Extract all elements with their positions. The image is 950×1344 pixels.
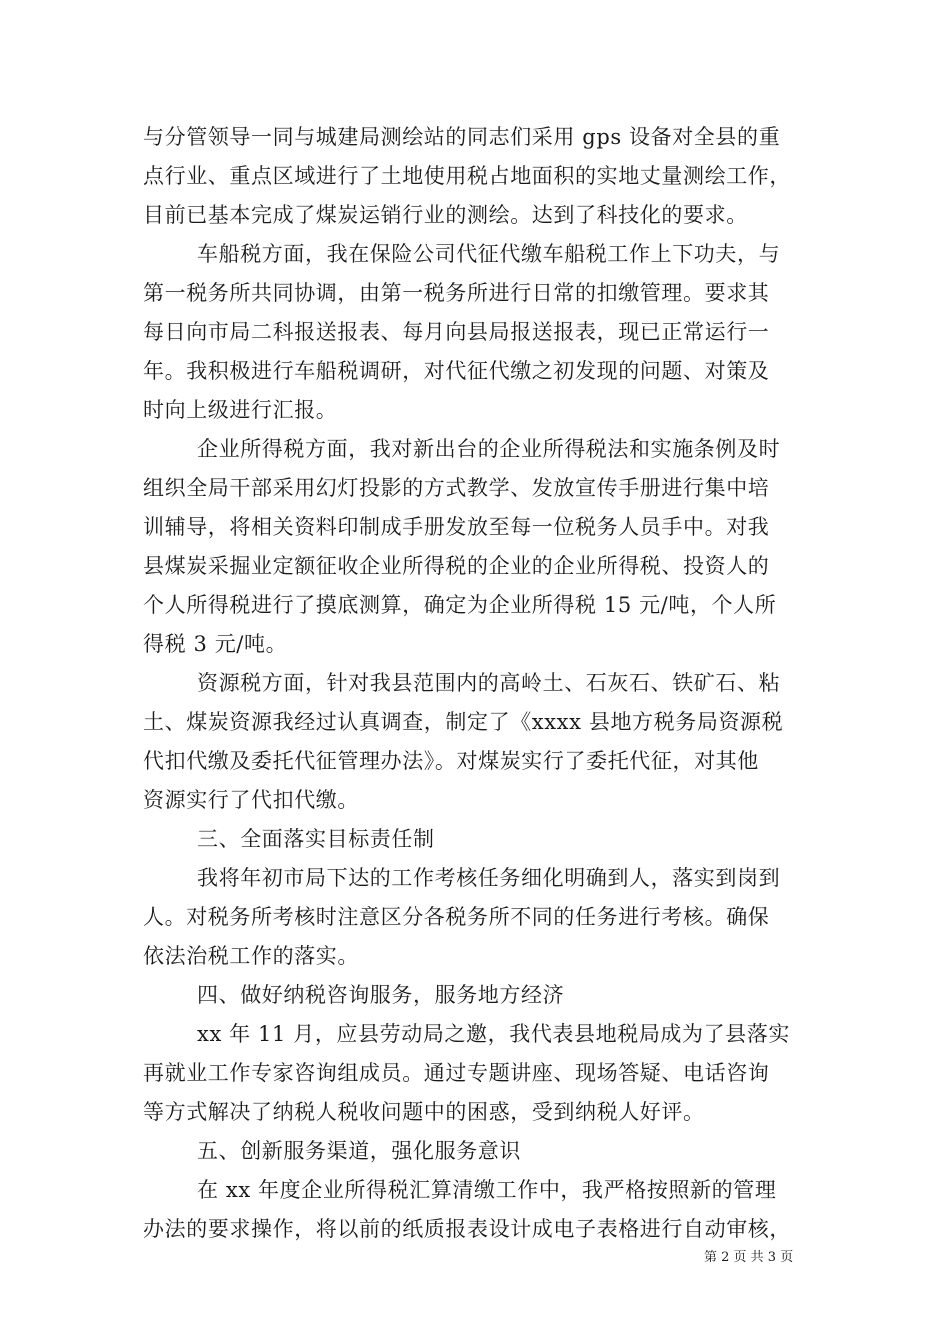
text-line: 四、做好纳税咨询服务，服务地方经济: [197, 983, 565, 1007]
text-line: 点行业、重点区域进行了土地使用税占地面积的实地丈量测绘工作，: [143, 164, 791, 188]
text-line: 年。我积极进行车船税调研，对代征代缴之初发现的问题、对策及: [143, 359, 770, 383]
text-line: 土、煤炭资源我经过认真调查，制定了《xxxx 县地方税务局资源税: [143, 710, 784, 734]
text-line: 我将年初市局下达的工作考核任务细化明确到人，落实到岗到: [197, 866, 781, 890]
text-line: 等方式解决了纳税人税收问题中的困惑，受到纳税人好评。: [143, 1100, 705, 1124]
text-line: 再就业工作专家咨询组成员。通过专题讲座、现场答疑、电话咨询: [143, 1061, 770, 1085]
text-line: 县煤炭采掘业定额征收企业所得税的企业的企业所得税、投资人的: [143, 554, 770, 578]
text-line: 人。对税务所考核时注意区分各税务所不同的任务进行考核。确保: [143, 905, 770, 929]
document-body: [143, 118, 823, 1249]
text-line: 每日向市局二科报送报表、每月向县局报送报表，现已正常运行一: [143, 320, 770, 344]
text-line: 训辅导，将相关资料印制成手册发放至每一位税务人员手中。对我: [143, 515, 770, 539]
text-line: xx 年 11 月，应县劳动局之邀，我代表县地税局成为了县落实: [197, 1022, 791, 1046]
text-line: 得税 3 元/吨。: [143, 632, 288, 656]
text-line: 资源实行了代扣代缴。: [143, 788, 359, 812]
text-line: 个人所得税进行了摸底测算，确定为企业所得税 15 元/吨，个人所: [143, 593, 777, 617]
text-line: 目前已基本完成了煤炭运销行业的测绘。达到了科技化的要求。: [143, 203, 748, 227]
text-line: 时向上级进行汇报。: [143, 398, 338, 422]
text-line: 在 xx 年度企业所得税汇算清缴工作中，我严格按照新的管理: [197, 1178, 777, 1202]
text-line: 三、全面落实目标责任制: [197, 827, 435, 851]
text-line: 企业所得税方面，我对新出台的企业所得税法和实施条例及时: [197, 437, 781, 461]
text-line: 组织全局干部采用幻灯投影的方式教学、发放宣传手册进行集中培: [143, 476, 770, 500]
text-line: 第一税务所共同协调，由第一税务所进行日常的扣缴管理。要求其: [143, 281, 770, 305]
text-line: 代扣代缴及委托代征管理办法》。对煤炭实行了委托代征，对其他: [143, 749, 759, 773]
text-line: 车船税方面，我在保险公司代征代缴车船税工作上下功夫，与: [197, 242, 781, 266]
page-number-footer: 第 2 页 共 3 页: [704, 1250, 794, 1265]
text-line: 与分管领导一同与城建局测绘站的同志们采用 gps 设备对全县的重: [143, 125, 781, 149]
text-line: 五、创新服务渠道，强化服务意识: [197, 1139, 521, 1163]
text-line: 办法的要求操作，将以前的纸质报表设计成电子表格进行自动审核，: [143, 1217, 791, 1241]
text-line: 资源税方面，针对我县范围内的高岭土、石灰石、铁矿石、粘: [197, 671, 781, 695]
text-line: 依法治税工作的落实。: [143, 944, 359, 968]
